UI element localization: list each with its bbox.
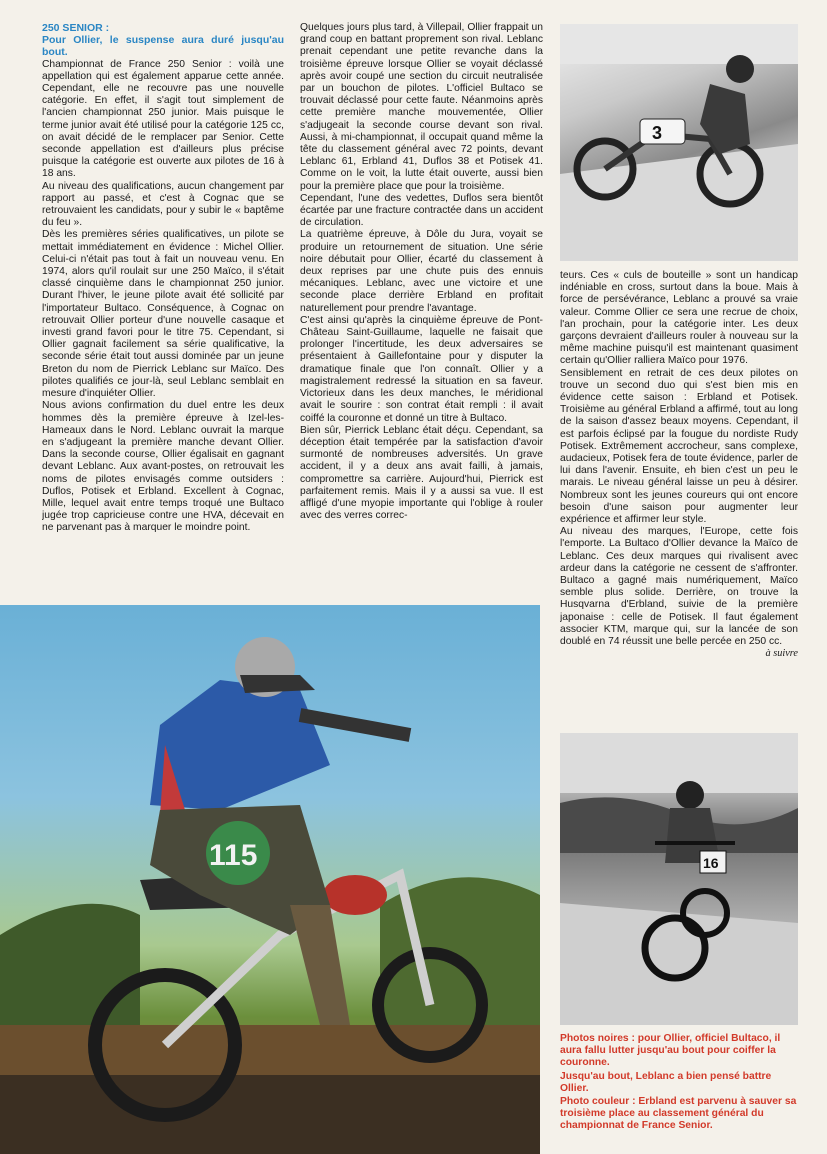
- paragraph: Nous avions confirmation du duel entre les deux hommes dès la première épreuve à Izel-les-Hameaux dans le Nord. Leblanc ouvrait la marque en s'adjugeant la première manche devant Ollier. Dans la seconde course, Ollier égalisait en gagnant devant Leblanc. Aux avant-postes, on retrouvait les noms de pilotes envisagés comme outsiders : Duflos, Potisek et Erbland. Excellent à Cognac, Mille, lequel avait entre temps troqué une Bultaco jugée trop capricieuse contre une HVA, décevait en ne parvenant pas à marquer le moindre point.: [42, 400, 284, 534]
- race-number: 16: [703, 855, 719, 871]
- race-number: 3: [652, 123, 663, 143]
- section-subhead: Pour Ollier, le suspense aura duré jusqu'au bout.: [42, 34, 284, 59]
- continued-note: à suivre: [765, 648, 798, 660]
- photo-motocross-mid: [560, 733, 798, 1025]
- photo-motocross-color: [0, 605, 540, 1154]
- paragraph: teurs. Ces « culs de bouteille » sont un handicap indéniable en cross, surtout dans la boue. Mais à force de persévérance, Leblanc a prouvé sa vraie valeur. Comme Ollier ce sera une recrue de choix, l'an prochain, pour la catégorie inter. Les deux garçons devraient d'ailleurs rouler à nouveau sur la même machine puisqu'il est maintenant quasiment certain qu'Ollier ralliera Maïco pour 1976.: [560, 270, 798, 367]
- paragraph: Bien sûr, Pierrick Leblanc était déçu. Cependant, sa déception était tempérée par la satisfaction d'avoir surmonté de nombreuses adversités. Un grave accident, il y a deux ans avait failli, à jamais, compromettre sa carrière. Aujourd'hui, Pierrick est parfaitement remis. Mais il y a aussi sa vue. Il est affligé d'une myopie importante qui l'oblige à rouler avec des verres correc-: [300, 424, 543, 522]
- paragraph: Au niveau des marques, l'Europe, cette fois l'emporte. La Bultaco d'Ollier devance la Maïco de Leblanc. Ces deux marques qui rivalisent avec ardeur dans la catégorie ne cessent de s'affronter. Bultaco a gagné mais numériquement, Maïco semble plus solide. Derrière, on trouve la Husqvarna d'Erbland, suivie de la première japonaise : celle de Potisek. Il faut également associer KTM, marque qui, sur la lancée de son doublé en 74 réussit une belle percée en 250 cc.: [560, 526, 798, 648]
- article-column-1: [42, 22, 284, 597]
- paragraph: La quatrième épreuve, à Dôle du Jura, voyait se produire un retournement de situation. Une série noire débutait pour Ollier, écarté du classement à deux reprises par une chute puis des ennuis mécaniques. Leblanc, avec une victoire et une seconde place derrière Erbland en profitait naturellement pour prendre l'avantage.: [300, 229, 543, 314]
- caption: Photos noires : pour Ollier, officiel Bultaco, il aura fallu lutter jusqu'au bout pour coiffer la couronne.: [560, 1033, 781, 1069]
- section-heading: 250 SENIOR :: [42, 22, 110, 34]
- rider-illustration-color: [0, 605, 540, 1154]
- caption: Jusqu'au bout, Leblanc a bien pensé battre Ollier.: [560, 1070, 772, 1094]
- photo-captions: [560, 1033, 800, 1134]
- paragraph: C'est ainsi qu'après la cinquième épreuve de Pont-Château Saint-Guillaume, laquelle ne faisait que prolonger l'incertitude, les deux adversaires se présentaient à Gaillefontaine pour y disputer la dramatique finale que l'on connaît. Ollier y a magistralement redressé la situation en sa faveur. Victorieux dans les deux manches, le méridional avait le sourire : son contrat était rempli : il avait coiffé la couronne et donné un titre à Bultaco.: [300, 314, 543, 424]
- rider-illustration-mid: [560, 733, 798, 1025]
- article-column-3: [560, 270, 798, 730]
- paragraph: Championnat de France 250 Senior : voilà une appellation qui est également apparue cette année. Cependant, elle ne recouvre pas une nouvelle catégorie. En effet, il s'agit tout simplement de l'ancien championnat 250 junior. Mais puisque le terme junior avait été utilisé pour la catégorie 125 cc, on avait décidé de le remplacer par Senior. Cette seconde appellation est d'ailleurs plus précise puisque la catégorie est ouverte aux pilotes de 16 à 18 ans.: [42, 58, 284, 180]
- race-number: 115: [209, 839, 258, 872]
- paragraph: Dès les premières séries qualificatives, un pilote se mettait immédiatement en évidence : Michel Ollier. Celui-ci n'était pas tout à fait un nouveau venu. En 1974, alors qu'il roulait sur une 250 Maïco, il s'était classé cinquième dans le championnat 250 junior. Durant l'hiver, le jeune pilote avait été sollicité par l'importateur Bultaco. Conséquence, à Cognac on retrouvait Ollier porteur d'une nouvelle casaque et investi grand favori pour le titre 75. Cependant, si Ollier gagnait facilement sa série qualificative, la seconde série était tout aussi dominée par un jeune Breton du nom de Pierrick Leblanc sur Maïco. Des pilotes qualifiés ce jour-là, seul Leblanc semblait en mesure d'inquiéter Ollier.: [42, 229, 284, 400]
- article-column-2: [300, 22, 543, 597]
- paragraph: Au niveau des qualifications, aucun changement par rapport au passé, et c'est à Cognac que se retrouvaient les candidats, pour y subir le « baptême du feu ».: [42, 180, 284, 229]
- rider-illustration-top: [560, 24, 798, 261]
- paragraph: Sensiblement en retrait de ces deux pilotes on trouve un second duo qui s'est bien mis en évidence cette saison : Erbland et Potisek. Troisième au général Erbland a affirmé, tout au long de la saison d'assez beaux moyens. Cependant, il est parfois éclipsé par la fougue du nordiste Rudy Potisek. Extrêmement accrocheur, sans complexe, audacieux, Potisek fera de toute évidence, parler de lui dans l'avenir. Ensuite, eh bien c'est un peu le marais. Le niveau général laisse un peu à désirer. Nombreux sont les jeunes coureurs qui ont encore besoin d'une saison pour augmenter leur expérience et affirmer leur style.: [560, 367, 798, 526]
- paragraph: Cependant, l'une des vedettes, Duflos sera bientôt écartée par une fracture contractée dans un accident de circulation.: [300, 192, 543, 229]
- caption: Photo couleur : Erbland est parvenu à sauver sa troisième place au classement général du championnat de France Senior.: [560, 1096, 797, 1132]
- paragraph: Quelques jours plus tard, à Villepail, Ollier frappait un grand coup en battant proprement son rival. Leblanc prenait cependant une petite revanche dans la troisième épreuve lorsque Ollier se voyait déclassé après avoir coupé une section du circuit neutralisée par un bouchon de pilotes. L'officiel Bultaco se trouvait déclassé pour cette faute. Néanmoins après cette première manche mouvementée, Ollier s'adjugeait la seconde course devant son rival. Aussi, à mi-championnat, il occupait quand même la tête du classement général avec 72 points, devant Leblanc 61, Erbland 41, Duflos 38 et Potisek 41. Comme on le voit, la lutte était ouverte, aussi bien pour la première place que pour la troisième.: [300, 22, 543, 192]
- photo-motocross-top: [560, 24, 798, 261]
